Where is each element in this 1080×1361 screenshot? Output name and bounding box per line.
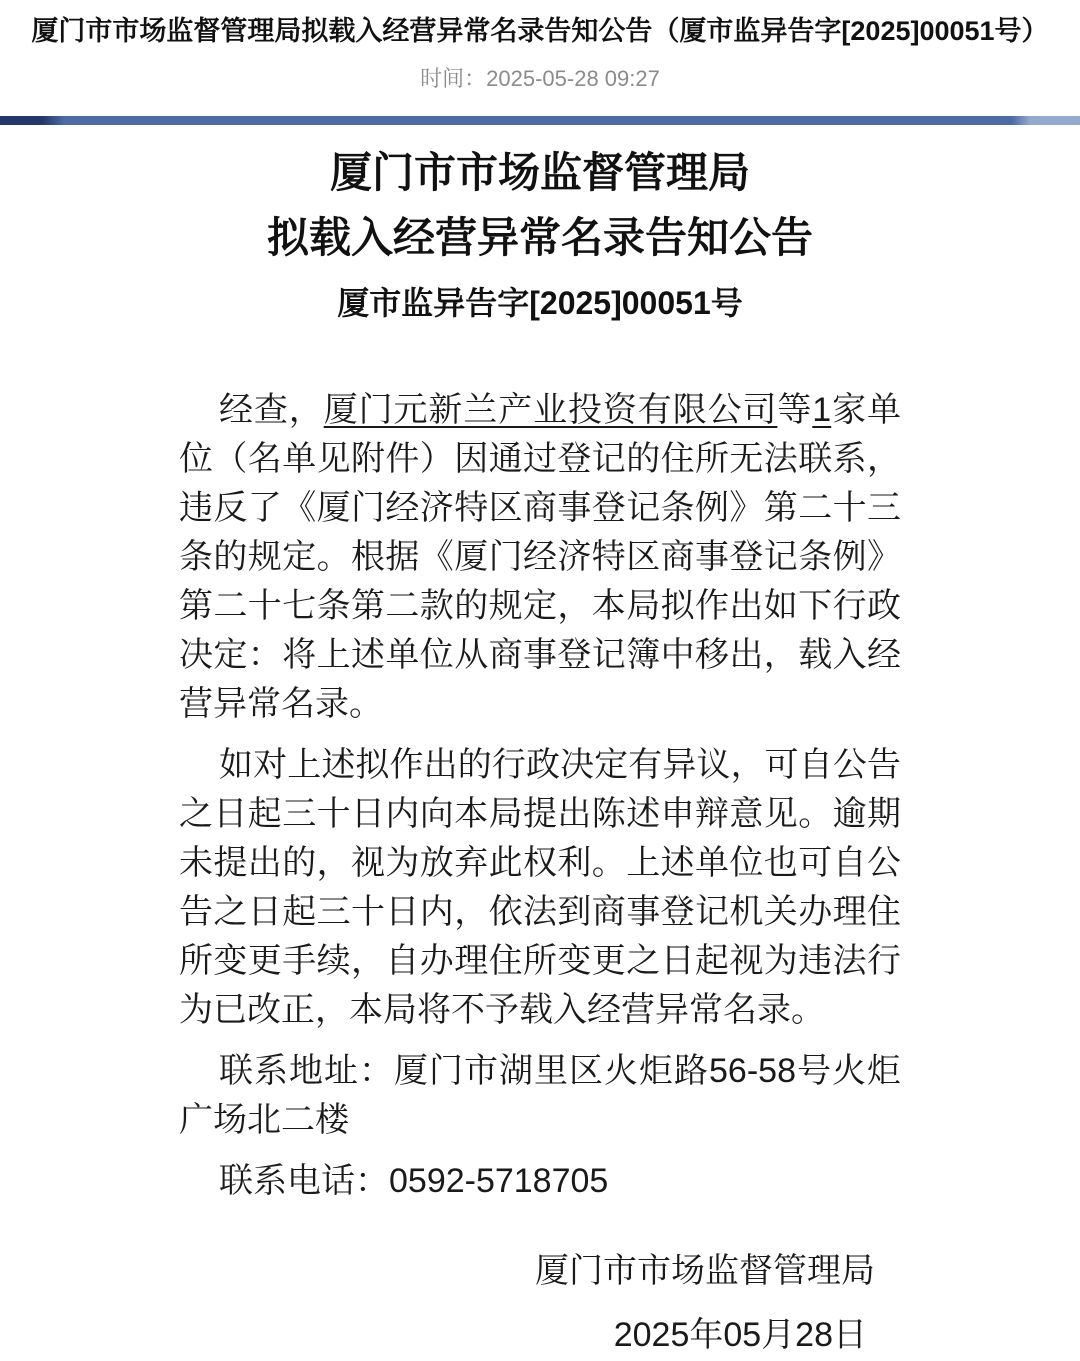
paragraph-findings-mid: 等 <box>777 390 813 429</box>
page-header <box>0 0 1080 125</box>
paragraph-findings <box>179 386 901 729</box>
document-title-line1: 厦门市市场监督管理局 <box>329 148 750 196</box>
document-title-line2: 拟载入经营异常名录告知公告 <box>266 213 813 261</box>
paragraph-findings-lead: 经查， <box>219 390 324 429</box>
paragraph-findings-rest: 家单位（名单见附件）因通过登记的住所无法联系，违反了《厦门经济特区商事登记条例》第二十三条的规定。根据《厦门经济特区商事登记条例》第二十七条第二款的规定，本局拟作出如下行政决定：将上述单位从商事登记簿中移出，载入经营异常名录。 <box>179 390 902 723</box>
paragraph-objection-rights: 如对上述拟作出的行政决定有异议，可自公告之日起三十日内向本局提出陈述申辩意见。逾期未提出的，视为放弃此权利。上述单位也可自公告之日起三十日内，依法到商事登记机关办理住所变更手续，自办理住所变更之日起视为违法行为已改正，本局将不予载入经营异常名录。 <box>179 745 901 1029</box>
document-body <box>179 386 901 1360</box>
signature-organization: 厦门市市场监督管理局 <box>535 1251 875 1290</box>
company-name: 厦门元新兰产业投资有限公司 <box>323 390 778 429</box>
publish-time-row <box>0 65 1080 94</box>
announcement-document <box>0 148 1080 1360</box>
company-count: 1 <box>812 390 832 429</box>
signature-date: 2025年05月28日 <box>613 1315 867 1354</box>
contact-address: 联系地址：厦门市湖里区火炬路56-58号火炬广场北二楼 <box>179 1051 901 1139</box>
publish-time-label: 时间： <box>420 66 487 92</box>
header-divider <box>0 116 1080 125</box>
document-number: 厦市监异告字[2025]00051号 <box>337 284 743 321</box>
page-title: 厦门市市场监督管理局拟载入经营异常名录告知公告（厦市监异告字[2025]00051号） <box>31 16 1049 46</box>
publish-time-value: 2025-05-28 09:27 <box>486 66 660 92</box>
contact-phone: 联系电话：0592-5718705 <box>219 1161 609 1200</box>
